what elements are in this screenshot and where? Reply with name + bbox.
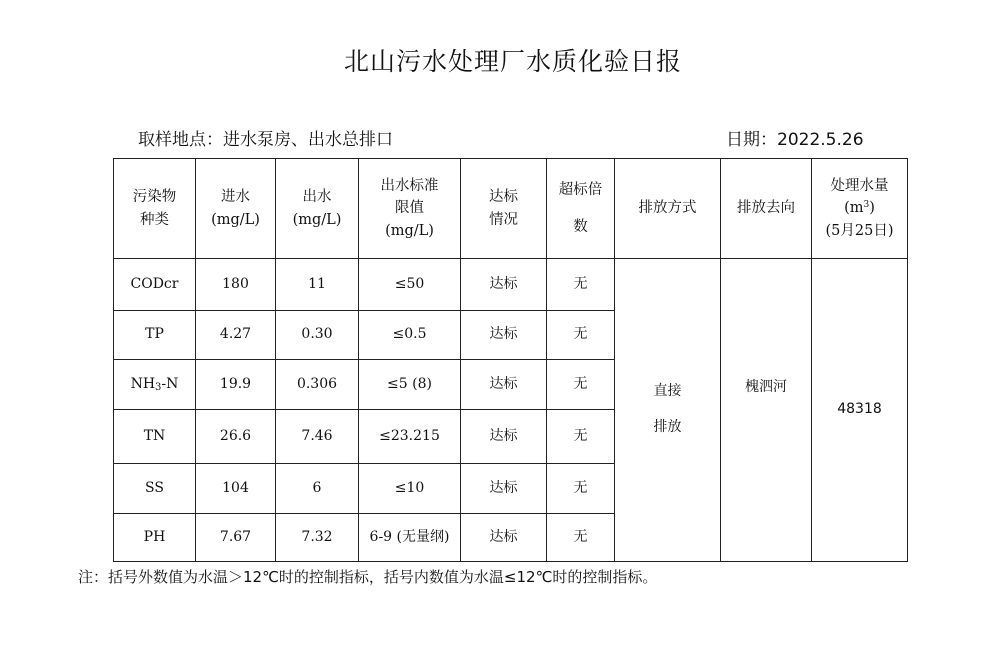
limit-value: ≤5 (8) (359, 360, 461, 410)
limit-value: ≤0.5 (359, 311, 461, 360)
pollutant-name: TP (114, 311, 196, 360)
outlet-value: 0.306 (276, 360, 359, 410)
outlet-value: 6 (276, 464, 359, 514)
pollutant-name: PH (114, 514, 196, 562)
sampling-site: 取样地点：进水泵房、出水总排口 (138, 130, 393, 150)
exceed-multiple: 无 (547, 259, 615, 311)
outlet-value: 7.32 (276, 514, 359, 562)
exceed-multiple: 无 (547, 464, 615, 514)
exceed-multiple: 无 (547, 360, 615, 410)
header-discharge-method: 排放方式 (615, 159, 721, 259)
limit-value: ≤10 (359, 464, 461, 514)
compliance-status: 达标 (461, 311, 547, 360)
compliance-status: 达标 (461, 410, 547, 464)
limit-value: 6-9 (无量纲) (359, 514, 461, 562)
header-discharge-destination: 排放去向 (721, 159, 812, 259)
header-exceed: 超标倍 数 (547, 159, 615, 259)
header-volume: 处理水量 $(m^3)$ (5月25日) (812, 159, 908, 259)
outlet-value: 7.46 (276, 410, 359, 464)
report-title: 北山污水处理厂水质化验日报 (343, 47, 682, 76)
inlet-value: 180 (196, 259, 276, 311)
header-limit: 出水标准 限值 (mg/L) (359, 159, 461, 259)
header-pollutant: 污染物 种类 (114, 159, 196, 259)
header-inlet: 进水 (mg/L) (196, 159, 276, 259)
discharge-method: 直接 排放 (615, 259, 721, 562)
compliance-status: 达标 (461, 514, 547, 562)
footnote: 注：括号外数值为水温＞12℃时的控制指标，括号内数值为水温≤12℃时的控制指标。 (78, 568, 658, 586)
exceed-multiple: 无 (547, 311, 615, 360)
table-row (114, 259, 908, 311)
limit-value: ≤23.215 (359, 410, 461, 464)
treated-volume: 48318 (812, 259, 908, 562)
header-outlet: 出水 (mg/L) (276, 159, 359, 259)
report-date: 日期：2022.5.26 (726, 130, 864, 150)
inlet-value: 7.67 (196, 514, 276, 562)
limit-value: ≤50 (359, 259, 461, 311)
outlet-value: 11 (276, 259, 359, 311)
water-quality-table (113, 158, 908, 562)
header-row (114, 159, 908, 259)
inlet-value: 19.9 (196, 360, 276, 410)
discharge-destination: 槐泗河 (721, 259, 812, 562)
pollutant-name: $NH_3-N$ (114, 360, 196, 410)
compliance-status: 达标 (461, 259, 547, 311)
compliance-status: 达标 (461, 360, 547, 410)
pollutant-name: SS (114, 464, 196, 514)
header-compliance: 达标 情况 (461, 159, 547, 259)
inlet-value: 26.6 (196, 410, 276, 464)
inlet-value: 104 (196, 464, 276, 514)
pollutant-name: CODcr (114, 259, 196, 311)
pollutant-name: TN (114, 410, 196, 464)
compliance-status: 达标 (461, 464, 547, 514)
exceed-multiple: 无 (547, 514, 615, 562)
inlet-value: 4.27 (196, 311, 276, 360)
outlet-value: 0.30 (276, 311, 359, 360)
exceed-multiple: 无 (547, 410, 615, 464)
